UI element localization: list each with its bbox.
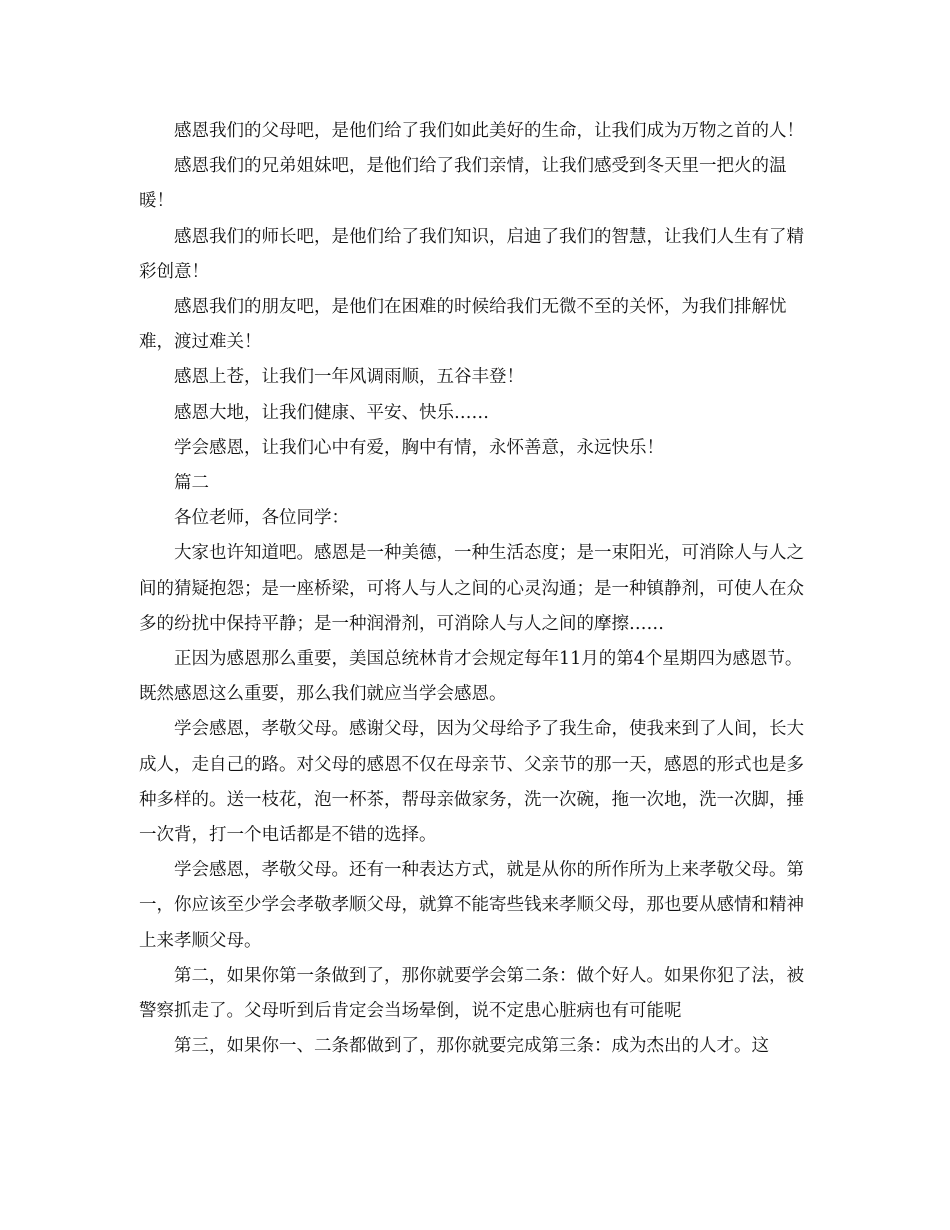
paragraph-honor-parents-1: 学会感恩，孝敬父母。感谢父母，因为父母给予了我生命，使我来到了人间，长大成人，走自己的路。对父母的感恩不仅在母亲节、父亲节的那一天，感恩的形式也是多种多样的。送一枝花，泡一杯茶，帮母亲做家务，洗一次碗，拖一次地，洗一次脚，捶一次背，打一个电话都是不错的选择。 [139,719,804,846]
section-heading-part-two: 篇二 [174,473,209,494]
paragraph-thank-teachers: 感恩我们的师长吧，是他们给了我们知识，启迪了我们的智慧，让我们人生有了精彩创意！ [139,226,804,282]
paragraph-thank-siblings: 感恩我们的兄弟姐妹吧，是他们给了我们亲情，让我们感受到冬天里一把火的温暖！ [139,156,787,212]
paragraph-third-rule: 第三，如果你一、二条都做到了，那你就要完成第三条：成为杰出的人才。这 [174,1036,769,1057]
paragraph-thank-parents: 感恩我们的父母吧，是他们给了我们如此美好的生命，让我们成为万物之首的人！ [174,121,804,141]
paragraph-gratitude-virtue: 大家也许知道吧。感恩是一种美德，一种生活态度；是一束阳光，可消除人与人之间的猜疑抱怨；是一座桥梁，可将人与人之间的心灵沟通；是一种镇静剂，可使人在众多的纷扰中保持平静；是一种润滑剂，可消除人与人之间的摩擦…… [139,543,804,634]
paragraph-thank-friends: 感恩我们的朋友吧，是他们在困难的时候给我们无微不至的关怀，为我们排解忧难，渡过难关！ [139,297,787,353]
paragraph-second-rule: 第二，如果你第一条做到了，那你就要学会第二条：做个好人。如果你犯了法，被警察抓走了。父母听到后肯定会当场晕倒，说不定患心脏病也有可能呢 [139,965,804,1022]
paragraph-thank-earth: 感恩大地，让我们健康、平安、快乐…… [174,402,489,423]
paragraph-thanksgiving-origin: 正因为感恩那么重要，美国总统林肯才会规定每年11月的第4个星期四为感恩节。既然感恩这么重要，那么我们就应当学会感恩。 [139,649,803,705]
document-body [139,114,819,1064]
paragraph-honor-parents-2: 学会感恩，孝敬父母。还有一种表达方式，就是从你的所作所为上来孝敬父母。第一，你应该至少学会孝敬孝顺父母，就算不能寄些钱来孝顺父母，那也要从感情和精神上来孝顺父母。 [139,860,804,951]
paragraph-thank-heaven: 感恩上苍，让我们一年风调雨顺，五谷丰登！ [174,367,524,388]
paragraph-salutation: 各位老师，各位同学： [174,508,349,529]
paragraph-learn-gratitude: 学会感恩，让我们心中有爱，胸中有情，永怀善意，永远快乐！ [174,437,664,458]
